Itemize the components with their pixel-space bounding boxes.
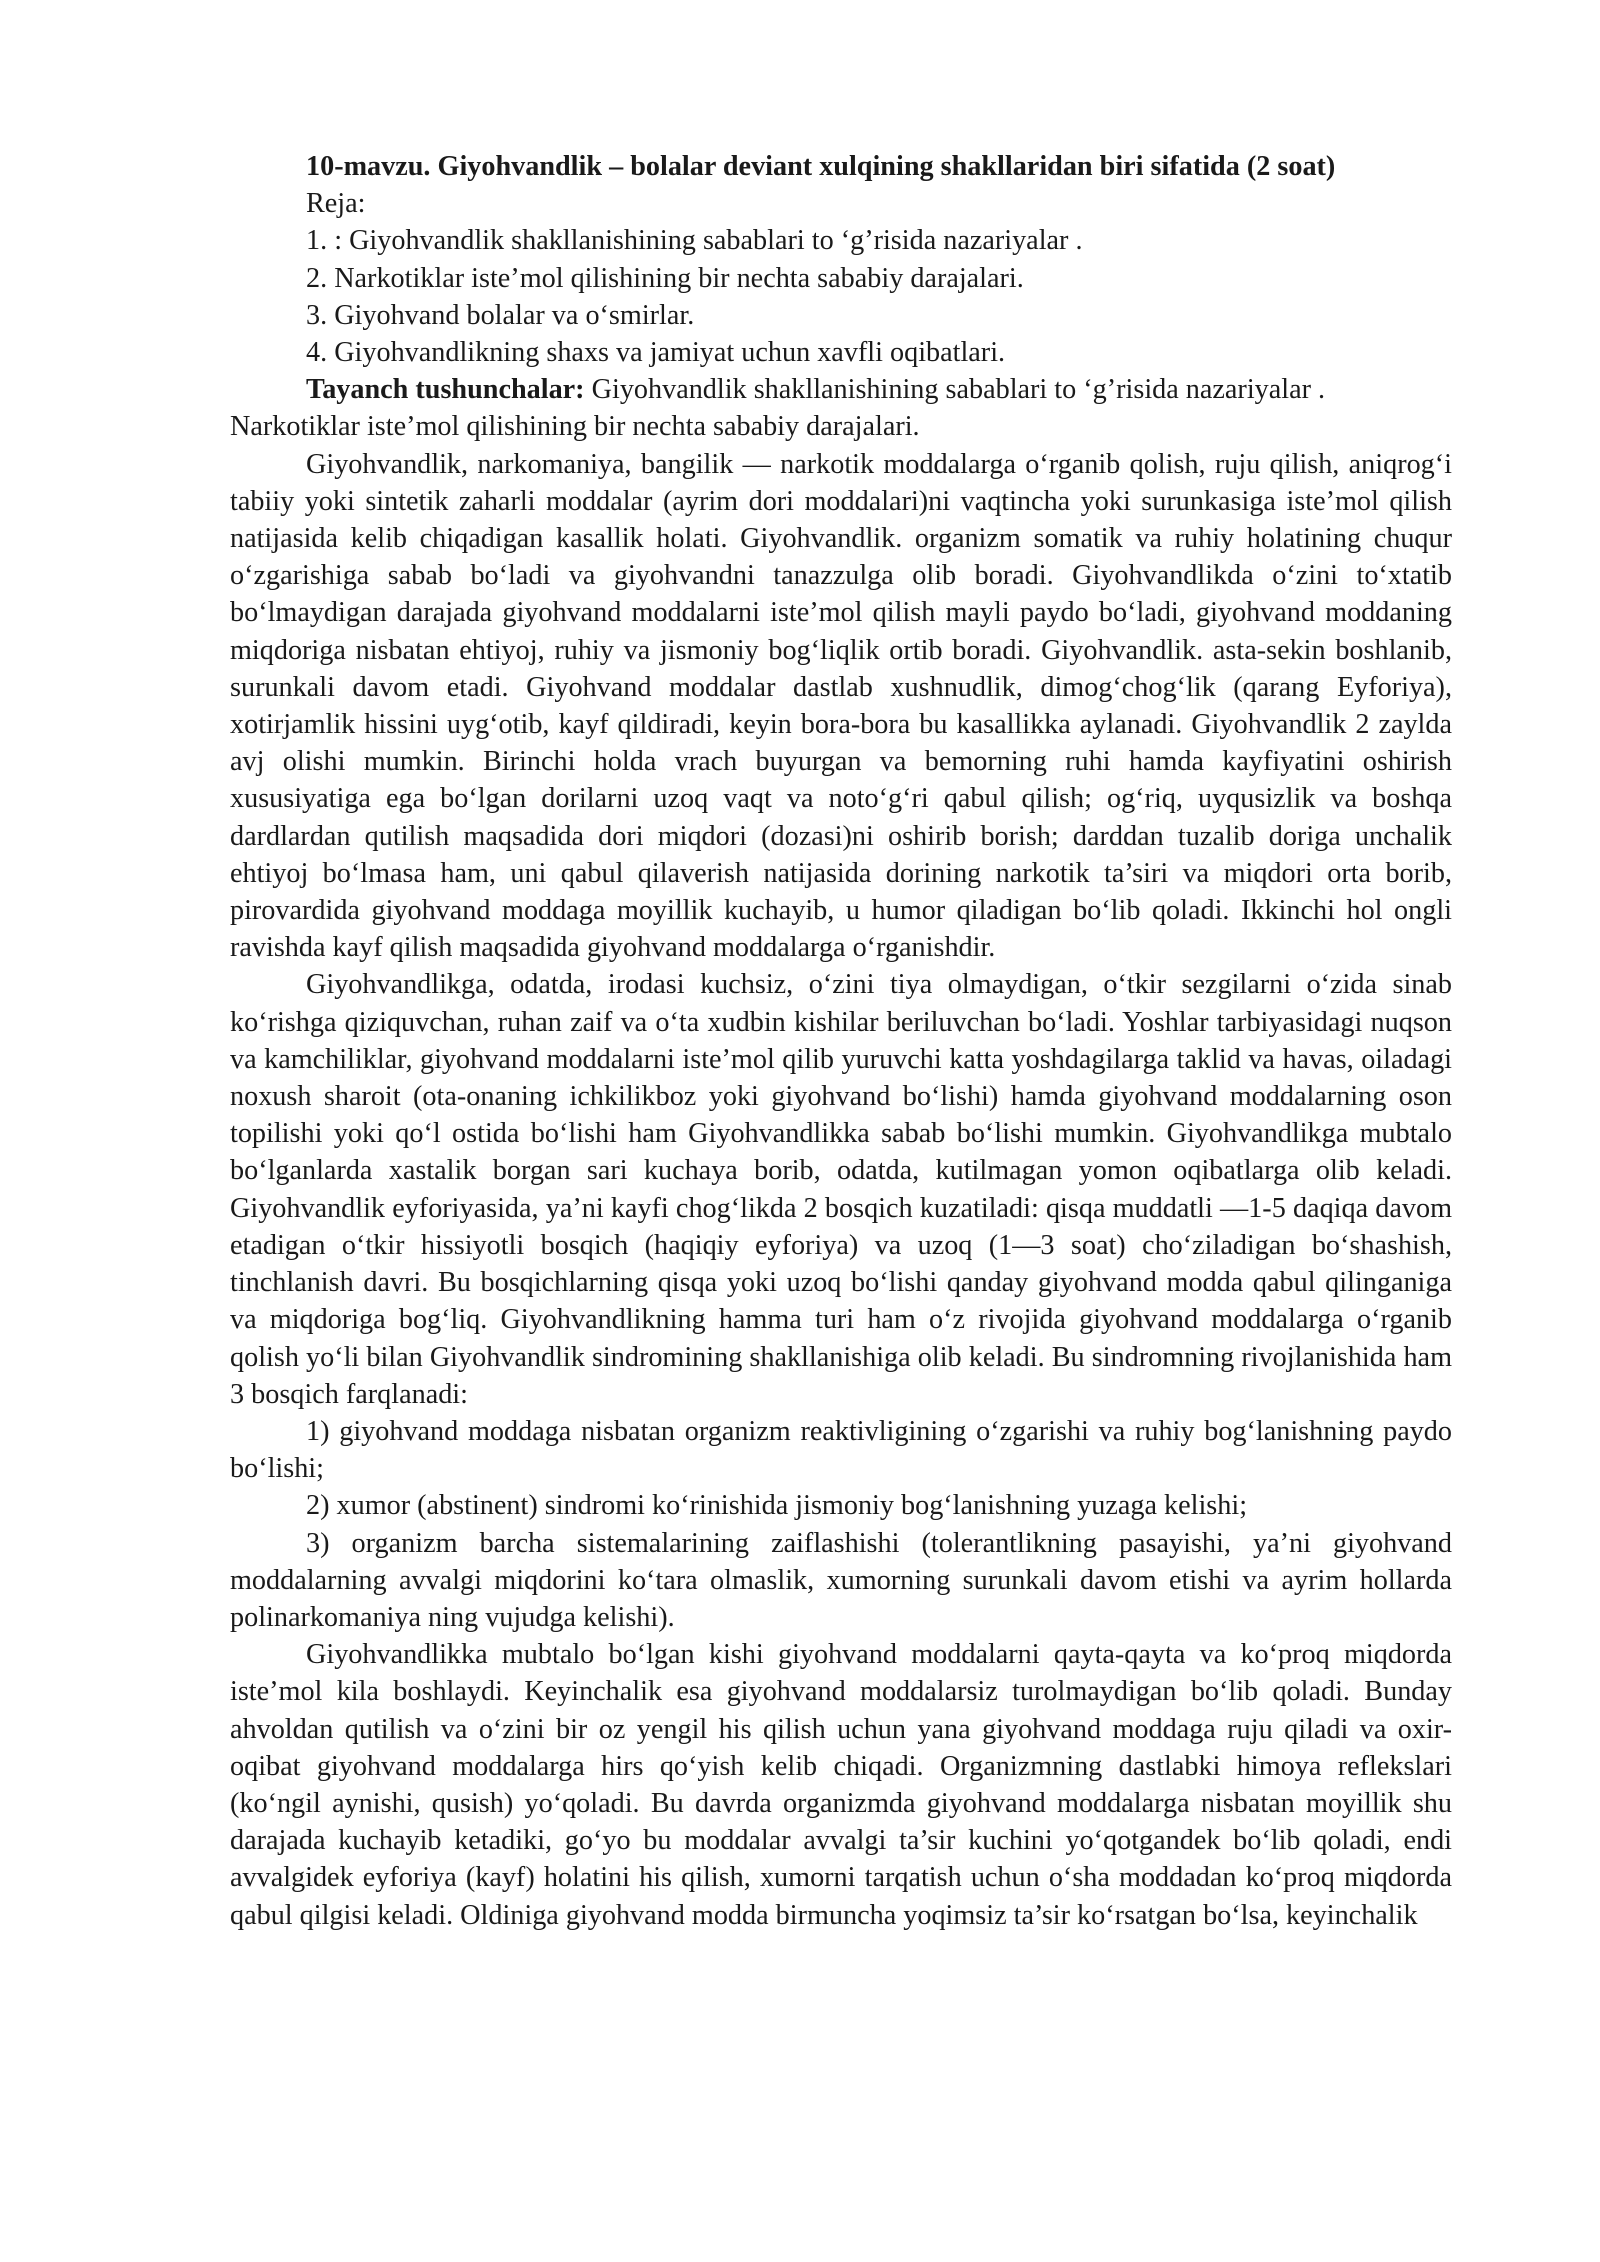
stage-item-3: 3) organizm barcha sistemalarining zaiflashishi (tolerantlikning pasayishi, ya’ni giyohvand moddalarning avvalgi miqdorini ko‘tara olmaslik, xumorning surunkali davom etishi va ayrim hollarda polinarkomaniya ning vujudga kelishi).: [230, 1527, 1452, 1633]
document-title: 10-mavzu. Giyohvandlik – bolalar deviant xulqining shakllaridan biri sifatida (2 soat): [306, 151, 1336, 182]
stage-item-2: 2) xumor (abstinent) sindromi ko‘rinishida jismoniy bog‘lanishning yuzaga kelishi;: [306, 1490, 1248, 1522]
body-paragraph-3: Giyohvandlikka mubtalo bo‘lgan kishi giyohvand moddalarni qayta-qayta va ko‘proq miqdorda iste’mol kila boshlaydi. Keyinchalik esa giyohvand moddalarsiz turolmaydigan bo‘lib qoladi. Bunday ahvoldan qutilish va o‘zini bir oz yengil his qilish uchun yana giyohvand moddaga ruju qiladi va oxir-oqibat giyohvand moddalarga hirs qo‘yish kelib chiqadi. Organizmning dastlabki himoya reflekslari (ko‘ngil aynishi, qusish) yo‘qoladi. Bu davrda organizmda giyohvand moddalarga nisbatan moyillik shu darajada kuchayib ketadiki, go‘yo bu moddalar avvalgi ta’sir kuchini yo‘qotgandek bo‘lib qoladi, endi avvalgidek eyforiya (kayf) holatini his qilish, xumorni tarqatish uchun o‘sha moddadan ko‘proq miqdorda qabul qilgisi keladi. Oldiniga giyohvand modda birmuncha yoqimsiz ta’sir ko‘rsatgan bo‘lsa, keyinchalik: [230, 1639, 1452, 1931]
document-page: [230, 148, 1452, 1934]
plan-item-1: 1. : Giyohvandlik shakllanishining sabablari to ‘g’risida nazariyalar .: [306, 225, 1083, 257]
plan-item-3: 3. Giyohvand bolalar va o‘smirlar.: [306, 299, 695, 331]
key-concepts-paragraph: [230, 371, 1452, 445]
plan-heading: Reja:: [306, 188, 366, 220]
plan-item-2: 2. Narkotiklar iste’mol qilishining bir nechta sababiy darajalari.: [306, 262, 1024, 294]
key-concepts-text: Giyohvandlik shakllanishining sabablari to ‘g’risida nazariyalar . Narkotiklar iste’mol qilishining bir nechta sababiy darajalari.: [230, 374, 1326, 443]
key-concepts-label: Tayanch tushunchalar:: [306, 374, 585, 406]
plan-item-4: 4. Giyohvandlikning shaxs va jamiyat uchun xavfli oqibatlari.: [306, 337, 1006, 369]
body-paragraph-1: Giyohvandlik, narkomaniya, bangilik — narkotik moddalarga o‘rganib qolish, ruju qilish, aniqrog‘i tabiiy yoki sintetik zaharli moddalar (ayrim dori moddalari)ni vaqtincha yoki surunkasiga iste’mol qilish natijasida kelib chiqadigan kasallik holati. Giyohvandlik. organizm somatik va ruhiy holatining chuqur o‘zgarishiga sabab bo‘ladi va giyohvandni tanazzulga olib boradi. Giyohvandlikda o‘zini to‘xtatib bo‘lmaydigan darajada giyohvand moddalarni iste’mol qilish mayli paydo bo‘ladi, giyohvand moddaning miqdoriga nisbatan ehtiyoj, ruhiy va jismoniy bog‘liqlik ortib boradi. Giyohvandlik. asta-sekin boshlanib, surunkali davom etadi. Giyohvand moddalar dastlab xushnudlik, dimog‘chog‘lik (qarang Eyforiya), xotirjamlik hissini uyg‘otib, kayf qildiradi, keyin bora-bora bu kasallikka aylanadi. Giyohvandlik 2 zaylda avj olishi mumkin. Birinchi holda vrach buyurgan va bemorning ruhi hamda kayfiyatini oshirish xususiyatiga ega bo‘lgan dorilarni uzoq vaqt va noto‘g‘ri qabul qilish; og‘riq, uyqusizlik va boshqa dardlardan qutilish maqsadida dori miqdori (dozasi)ni oshirib borish; darddan tuzalib doriga unchalik ehtiyoj bo‘lmasa ham, uni qabul qilaverish natijasida dorining narkotik ta’siri va miqdori orta borib, pirovardida giyohvand moddaga moyillik kuchayib, u humor qiladigan bo‘lib qoladi. Ikkinchi hol ongli ravishda kayf qilish maqsadida giyohvand moddalarga o‘rganishdir.: [230, 448, 1452, 964]
stage-item-1: 1) giyohvand moddaga nisbatan organizm reaktivligining o‘zgarishi va ruhiy bog‘lanishning paydo bo‘lishi;: [230, 1415, 1452, 1485]
body-paragraph-2: Giyohvandlikga, odatda, irodasi kuchsiz, o‘zini tiya olmaydigan, o‘tkir sezgilarni o‘zida sinab ko‘rishga qiziquvchan, ruhan zaif va o‘ta xudbin kishilar beriluvchan bo‘ladi. Yoshlar tarbiyasidagi nuqson va kamchiliklar, giyohvand moddalarni iste’mol qilib yuruvchi katta yoshdagilarga taklid va havas, oiladagi noxush sharoit (ota-onaning ichkilikboz yoki giyohvand bo‘lishi) hamda giyohvand moddalarning oson topilishi yoki qo‘l ostida bo‘lishi ham Giyohvandlikka sabab bo‘lishi mumkin. Giyohvandlikga mubtalo bo‘lganlarda xastalik borgan sari kuchaya borib, odatda, kutilmagan yomon oqibatlarga olib keladi. Giyohvandlik eyforiyasida, ya’ni kayfi chog‘likda 2 bosqich kuzatiladi: qisqa muddatli —1-5 daqiqa davom etadigan o‘tkir hissiyotli bosqich (haqiqiy eyforiya) va uzoq (1—3 soat) cho‘ziladigan bo‘shashish, tinchlanish davri. Bu bosqichlarning qisqa yoki uzoq bo‘lishi qanday giyohvand modda qabul qilinganiga va miqdoriga bog‘liq. Giyohvandlikning hamma turi ham o‘z rivojida giyohvand moddalarga o‘rganib qolish yo‘li bilan Giyohvandlik sindromining shakllanishiga olib keladi. Bu sindromning rivojlanishida ham 3 bosqich farqlanadi:: [230, 969, 1452, 1410]
